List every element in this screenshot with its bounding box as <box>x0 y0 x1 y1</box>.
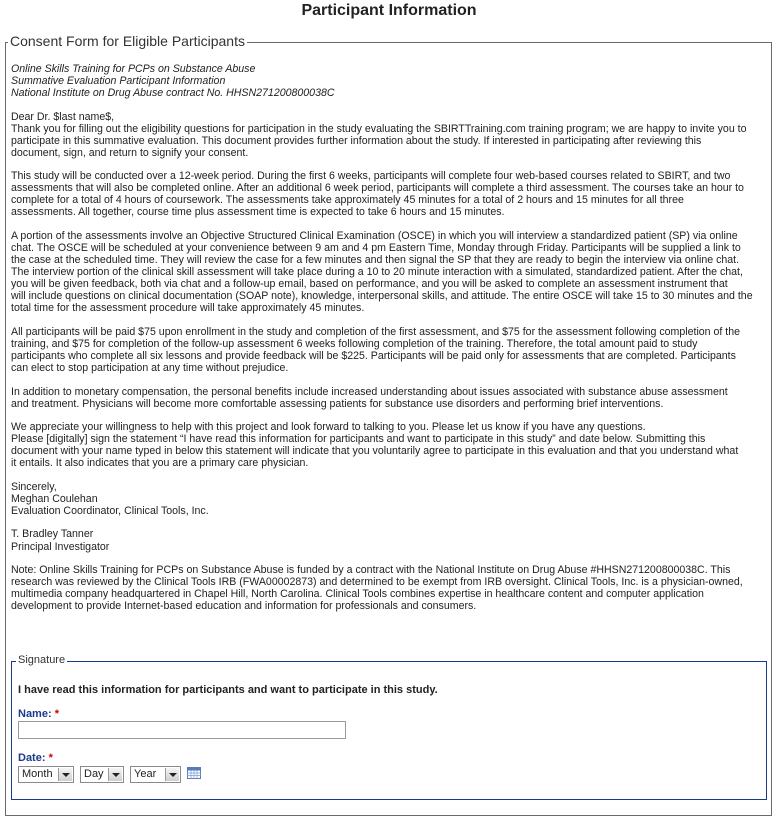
year-select-value: Year <box>134 768 157 780</box>
text-line: Principal Investigator <box>11 540 110 553</box>
text-line: participants who complete all six lessons and provide feedback will be $225. Participants will be paid only for assessments that are completed. Participants <box>11 349 736 362</box>
month-select[interactable] <box>18 766 74 783</box>
text-line: assessments. All together, course time plus assessment time is expected to take 6 hours and 15 minutes. <box>11 206 505 219</box>
header-line: National Institute on Drug Abuse contract No. HHSN271200800038C <box>11 87 335 100</box>
day-select-value: Day <box>84 768 104 780</box>
text-line: the case at the scheduled time. They will review the case for a few minutes and then signal the SP that they are ready to begin the interview via online chat. <box>11 254 740 267</box>
calendar-icon[interactable] <box>187 767 201 779</box>
year-select[interactable] <box>130 766 181 783</box>
text-line: participate in this summative evaluation. This document provides further information about the study. If interested in participating after reviewing this <box>11 134 702 147</box>
name-input[interactable] <box>18 721 346 739</box>
text-line: Thank you for filling out the eligibility questions for participation in the study evaluating the SBIRTTraining.com training program; we are happy to invite you to <box>11 122 747 135</box>
text-line: We appreciate your willingness to help with this project and look forward to talking to you. Please let us know if you have any questions. <box>11 421 646 434</box>
paragraph-study-period <box>11 170 768 218</box>
text-line: Note: Online Skills Training for PCPs on Substance Abuse is funded by a contract with the National Institute on Drug Abuse #HHSN271200800038C. This <box>11 564 731 577</box>
text-line: and treatment. Physicians will become more comfortable assessing patients for substance use disorders and performing brief interventions. <box>11 397 664 410</box>
text-line: Sincerely, <box>11 480 57 493</box>
study-header <box>11 63 768 99</box>
consent-content <box>11 63 768 612</box>
month-select-value: Month <box>22 768 53 780</box>
text-line: research was reviewed by the Clinical Tools IRB (FWA00002873) and determined to be exempt from IRB oversight. Clinical Tools, Inc. is a physician-owned, <box>11 576 743 589</box>
text-line: will include questions on clinical documentation (SOAP note), knowledge, interpersonal skills, and attitude. The entire OSCE will take 15 to 30 minutes and the <box>11 290 753 303</box>
header-line: Summative Evaluation Participant Information <box>11 75 226 88</box>
text-line: T. Bradley Tanner <box>11 528 94 541</box>
date-label-text: Date: <box>18 752 46 764</box>
investigator-block <box>11 528 768 552</box>
text-line: In addition to monetary compensation, the personal benefits include increased understanding about issues associated with substance abuse assessment <box>11 385 728 398</box>
text-line: Evaluation Coordinator, Clinical Tools, Inc. <box>11 504 209 517</box>
text-line: document, sign, and return to signify your consent. <box>11 146 249 159</box>
required-marker: * <box>54 708 59 720</box>
text-line: Dear Dr. $last name$, <box>11 110 115 123</box>
header-line: Online Skills Training for PCPs on Substance Abuse <box>11 63 256 75</box>
name-label-text: Name: <box>18 708 52 720</box>
text-line: you will be given feedback, both via chat and a follow-up email, based on performance, and you will be asked to complete an assessment instrument that <box>11 278 728 291</box>
day-select[interactable] <box>80 766 124 783</box>
page-title: Participant Information <box>301 2 477 19</box>
consent-statement: I have read this information for participants and want to participate in this study. <box>18 684 438 696</box>
signature-legend: Signature <box>18 654 66 666</box>
required-marker: * <box>48 752 53 764</box>
text-line: complete for a total of 4 hours of coursework. The assessments take approximately 45 minutes for a total of 2 hours and 15 minutes for all three <box>11 194 684 207</box>
paragraph-benefits <box>11 386 768 410</box>
text-line: All participants will be paid $75 upon enrollment in the study and completion of the first assessment, and $75 for the assessment following completion of the <box>11 325 741 338</box>
paragraph-greeting <box>11 111 768 159</box>
text-line: A portion of the assessments involve an Objective Structured Clinical Examination (OSCE) in which you will interview a standardized patient (SP) via online <box>11 230 738 243</box>
text-line: training, and $75 for completion of the follow-up assessment 6 weeks following completion of the training. Therefore, the total amount paid to study <box>11 337 698 350</box>
text-line: This study will be conducted over a 12-week period. During the first 6 weeks, participants will complete four web-based courses related to SBIRT, and two <box>11 170 731 183</box>
chevron-down-icon[interactable] <box>165 768 179 781</box>
text-line: chat. The OSCE will be scheduled at your convenience between 9 am and 4 pm Eastern Time, Monday through Friday. Participants will be supplied a link to <box>11 242 741 255</box>
paragraph-appreciation <box>11 421 768 469</box>
name-label <box>18 708 59 720</box>
text-line: assessments that will also be completed online. After an additional 6 week period, participants will complete a third assessment. The courses take an hour to <box>11 182 744 195</box>
text-line: document with your name typed in below this statement will indicate that you voluntarily agree to participate in this evaluation and that you understand what <box>11 445 739 458</box>
closing-signoff <box>11 481 768 517</box>
date-label <box>18 752 53 764</box>
text-line: development to provide Internet-based education and information for professionals and consumers. <box>11 600 477 613</box>
text-line: multimedia company headquartered in Chapel Hill, North Carolina. Clinical Tools combines expertise in healthcare content and computer application <box>11 588 704 601</box>
text-line: can elect to stop participation at any time without prejudice. <box>11 361 289 374</box>
chevron-down-icon[interactable] <box>58 768 72 781</box>
text-line: it entails. It also indicates that you are a primary care physician. <box>11 457 309 470</box>
text-line: The interview portion of the clinical skill assessment will take place during a 10 to 20 minute interaction with a simulated, standardized patient. After the chat, <box>11 266 743 279</box>
paragraph-note <box>11 564 768 612</box>
text-line: Please [digitally] sign the statement “I have read this information for participants and want to participate in this study” and date below. Submitting this <box>11 433 706 446</box>
chevron-down-icon[interactable] <box>108 768 122 781</box>
text-line: Meghan Coulehan <box>11 492 98 505</box>
paragraph-payment <box>11 326 768 374</box>
paragraph-osce <box>11 230 768 314</box>
text-line: total time for the assessment procedure will take approximately 45 minutes. <box>11 302 365 315</box>
consent-legend: Consent Form for Eligible Participants <box>10 33 245 49</box>
